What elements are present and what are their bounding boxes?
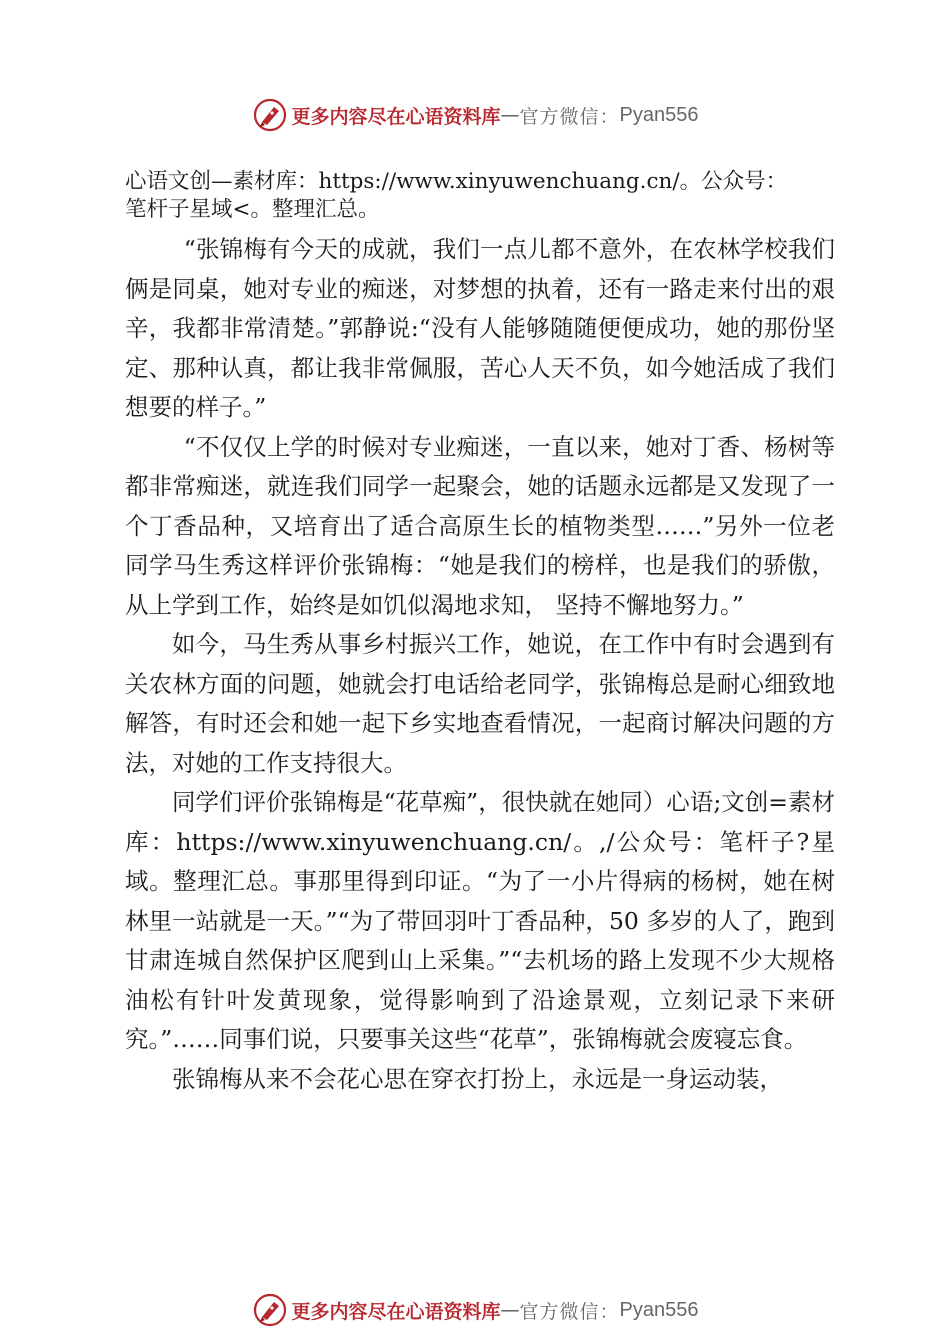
paragraph-5: 张锦梅从来不会花心思在穿衣打扮上，永远是一身运动装， xyxy=(172,1064,783,1093)
header-wechat-label: 官方微信： xyxy=(519,105,620,128)
pen-nib-logo-icon xyxy=(252,1292,288,1328)
paragraph-1: “张锦梅有今天的成就，我们一点儿都不意外，在农林学校我们俩是同桌，她对专业的痴迷，对梦想的执着，还有一路走来付出的艰辛，我都非常清楚。”郭静说:“没有人能够随随便便成功，她的那份坚定、那种认真，都让我非常佩服，苦心人天不负，如今她活成了我们想要的样子。” xyxy=(125,235,835,421)
header-brand-text: 更多内容尽在心语资料库 xyxy=(291,105,501,128)
footer-banner xyxy=(0,1290,950,1330)
paragraph-4: 同学们评价张锦梅是“花草痴”，很快就在她同）心语;文创=素材库：https://www.xinyuwenchuang.cn/。,/公众号：笔杆子?星域。整理汇总。事那里得到印证。“为了一小片得病的杨树，她在树林里一站就是一天。”“为了带回羽叶丁香品种，50 多岁的人了，跑到甘肃连城自然保护区爬到山上采集。”“去机场的路上发现不少大规格油松有针叶发黄现象，觉得影响到了沿途景观，立刻记录下来研究。”……同事们说，只要事关这些“花草”，张锦梅就会废寝忘食。 xyxy=(125,788,835,1053)
footer-wechat-label: 官方微信： xyxy=(519,1300,620,1323)
source-line-1: 心语文创—素材库：https://www.xinyuwenchuang.cn/。公众号： xyxy=(125,169,788,194)
footer-wechat-id: Pyan556 xyxy=(619,1298,699,1321)
footer-dash: — xyxy=(500,1299,520,1321)
document-body xyxy=(125,168,835,1099)
header-dash: — xyxy=(500,104,520,126)
paragraph-2: “不仅仅上学的时候对专业痴迷，一直以来，她对丁香、杨树等都非常痴迷，就连我们同学一起聚会，她的话题永远都是又发现了一个丁香品种，又培育出了适合高原生长的植物类型……”另外一位老同学马生秀这样评价张锦梅：“她是我们的榜样，也是我们的骄傲，从上学到工作，始终是如饥似渴地求知， 坚持不懈地努力。” xyxy=(125,432,835,619)
source-line-2: 笔杆子星域<。整理汇总。 xyxy=(125,197,380,222)
footer-brand-text: 更多内容尽在心语资料库 xyxy=(291,1300,501,1323)
paragraph-3: 如今，马生秀从事乡村振兴工作，她说，在工作中有时会遇到有关农林方面的问题，她就会打电话给老同学，张锦梅总是耐心细致地解答，有时还会和她一起下乡实地查看情况，一起商讨解决问题的方法，对她的工作支持很大。 xyxy=(125,630,835,777)
header-wechat-id: Pyan556 xyxy=(619,103,699,126)
header-banner xyxy=(0,95,950,135)
pen-nib-logo-icon xyxy=(252,97,288,133)
